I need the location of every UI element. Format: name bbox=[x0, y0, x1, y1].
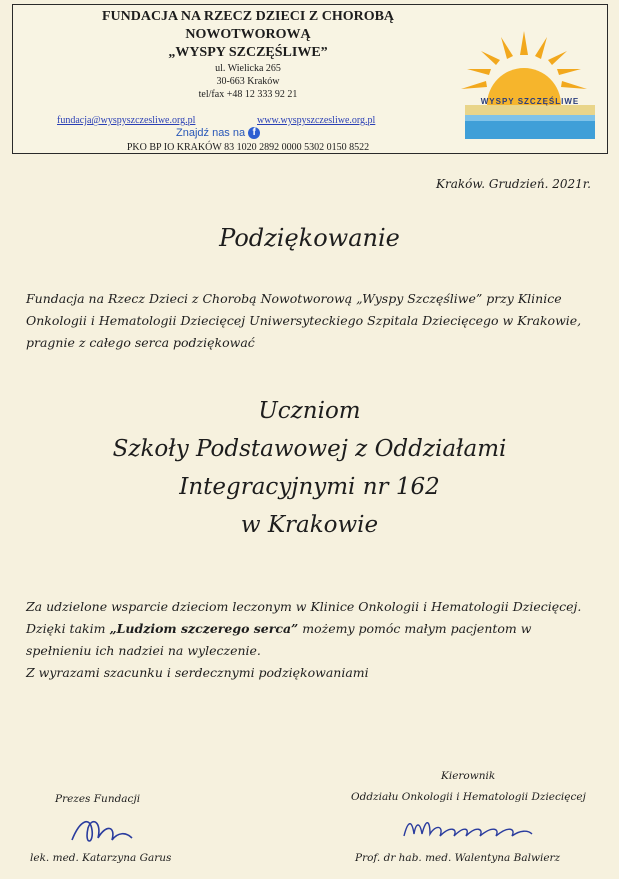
left-handwritten-signature bbox=[62, 810, 142, 850]
facebook-icon: f bbox=[248, 127, 260, 139]
right-signatory-role: Kierownik bbox=[441, 770, 496, 782]
recipient-line: w Krakowie bbox=[240, 512, 379, 538]
bank-account: PKO BP IO KRAKÓW 83 1020 2892 0000 5302 0150 8522 bbox=[126, 142, 370, 153]
email-link[interactable]: fundacja@wyspyszczesliwe.org.pl bbox=[57, 115, 196, 126]
letter-date: Kraków. Grudzień. 2021r. bbox=[436, 177, 591, 191]
letterhead bbox=[12, 4, 608, 154]
left-signatory-name: lek. med. Katarzyna Garus bbox=[30, 852, 172, 864]
right-signatory-name: Prof. dr hab. med. Walentyna Balwierz bbox=[355, 852, 561, 864]
body-paragraph: Dzięki takim „Ludziom szczerego serca” możemy pomóc małym pacjentom w spełnieniu ich nadziei na wyleczenie. bbox=[26, 621, 532, 658]
sun-logo-icon bbox=[449, 23, 599, 143]
letter-body bbox=[26, 596, 596, 684]
letter-intro: Fundacja na Rzecz Dzieci z Chorobą Nowotworową „Wyspy Szczęśliwe” przy Klinice Onkologii i Hematologii Dziecięcej Uniwersyteckiego Szpitala Dziecięcego w Krakowie, pragnie z całego serca podziękować bbox=[26, 291, 582, 350]
letter-title: Podziękowanie bbox=[219, 224, 400, 252]
foundation-logo bbox=[449, 23, 599, 143]
recipient-line: Integracyjnymi nr 162 bbox=[179, 474, 440, 500]
website-link[interactable]: www.wyspyszczesliwe.org.pl bbox=[257, 115, 376, 126]
organization-name: FUNDACJA NA RZECZ DZIECI Z CHOROBĄ NOWOTWOROWĄ „WYSPY SZCZĘŚLIWE” bbox=[101, 9, 395, 60]
highlight-phrase: „Ludziom szczerego serca” bbox=[109, 621, 299, 636]
recipient-line: Szkoły Podstawowej z Oddziałami bbox=[112, 436, 507, 462]
right-signatory-department: Oddziału Onkologii i Hematologii Dziecięcej bbox=[351, 791, 586, 803]
facebook-link[interactable]: Znajdź nas na f bbox=[176, 127, 260, 139]
left-signatory-role: Prezes Fundacji bbox=[55, 793, 141, 805]
body-paragraph: Za udzielone wsparcie dzieciom leczonym w Klinice Onkologii i Hematologii Dziecięcej. bbox=[26, 599, 582, 614]
organization-address: ul. Wielicka 265 30-663 Kraków tel/fax +48 12 333 92 21 bbox=[198, 63, 298, 100]
recipient-block bbox=[0, 392, 619, 544]
right-handwritten-signature bbox=[400, 814, 540, 844]
closing-line: Z wyrazami szacunku i serdecznymi podziękowaniami bbox=[26, 665, 369, 680]
logo-text: WYSPY SZCZĘŚLIWE bbox=[480, 97, 580, 106]
recipient-line: Uczniom bbox=[258, 398, 361, 424]
